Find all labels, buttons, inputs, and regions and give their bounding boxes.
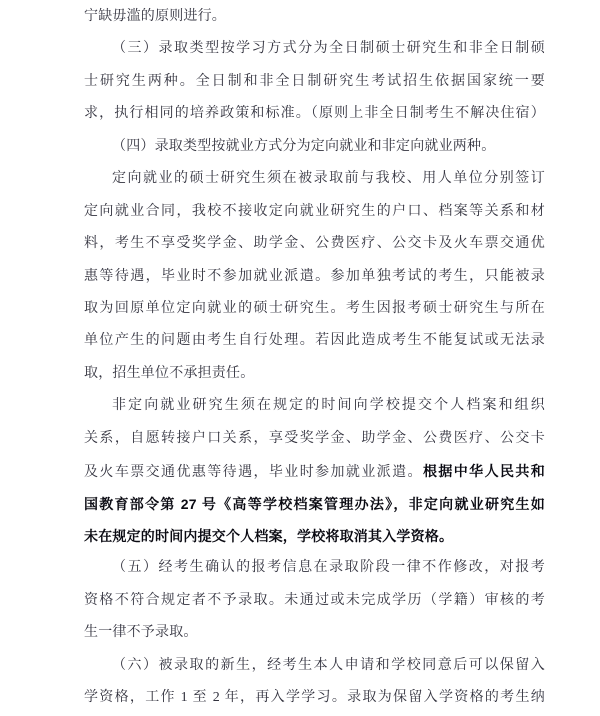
text-run: 单位产生的问题由考生自行处理。若因此造成考生不能复试或无法录 (84, 333, 545, 349)
text-line (84, 423, 545, 455)
text-line (84, 98, 545, 130)
text-line (84, 325, 545, 357)
text-line (84, 261, 545, 293)
text-run: 及火车票交通优惠等待遇，毕业时参加就业派遣。 (84, 465, 423, 481)
text-run: 生一律不予录取。 (84, 625, 198, 641)
text-line (84, 455, 545, 487)
bold-text-run: 国教育部令第 27 号《高等学校档案管理办法》，非定向就业研究生如 (84, 495, 545, 512)
text-line (84, 650, 545, 682)
text-run: （三）录取类型按学习方式分为全日制硕士研究生和非全日制硕 (112, 41, 545, 57)
text-run: （五）经考生确认的报考信息在录取阶段一律不作修改，对报考 (112, 560, 545, 576)
text-line (84, 585, 545, 617)
text-line (84, 66, 545, 98)
document-body (84, 1, 545, 715)
text-line (84, 390, 545, 422)
bold-text-run: 根据中华人民共和 (422, 463, 545, 480)
text-line (84, 131, 545, 163)
text-line (84, 488, 545, 520)
text-run: 取为回原单位定向就业的硕士研究生。考生因报考硕士研究生与所在 (84, 300, 545, 316)
text-run: 学资格，工作 1 至 2 年，再入学学习。录取为保留入学资格的考生纳 (84, 690, 545, 706)
text-run: 宁缺毋滥的原则进行。 (84, 9, 226, 24)
text-run: 非定向就业研究生须在规定的时间向学校提交个人档案和组织 (112, 398, 545, 414)
text-run: 惠等待遇，毕业时不参加就业派遣。参加单独考试的考生，只能被录 (84, 268, 545, 284)
text-line (84, 682, 545, 714)
text-run: 定向就业合同，我校不接收定向就业研究生的户口、档案等关系和材 (84, 203, 545, 219)
text-line (84, 33, 545, 65)
text-run: 料，考生不享受奖学金、助学金、公费医疗、公交卡及火车票交通优 (84, 236, 545, 252)
text-line (84, 1, 545, 33)
text-run: （四）录取类型按就业方式分为定向就业和非定向就业两种。 (112, 138, 496, 154)
text-line (84, 358, 545, 390)
bold-text-run: 未在规定的时间内提交个人档案，学校将取消其入学资格。 (84, 528, 454, 544)
text-run: 取，招生单位不承担责任。 (84, 365, 255, 381)
text-run: 资格不符合规定者不予录取。未通过或未完成学历（学籍）审核的考 (84, 592, 545, 608)
text-line (84, 617, 545, 649)
text-run: 定向就业的硕士研究生须在被录取前与我校、用人单位分别签订 (112, 171, 545, 187)
text-line (84, 293, 545, 325)
text-run: （六）被录取的新生，经考生本人申请和学校同意后可以保留入 (112, 657, 545, 673)
text-line (84, 163, 545, 195)
text-run: 求，执行相同的培养政策和标准。（原则上非全日制考生不解决住宿） (84, 106, 545, 122)
text-line (84, 196, 545, 228)
text-run: 关系，自愿转接户口关系，享受奖学金、助学金、公费医疗、公交卡 (84, 430, 545, 446)
text-line (84, 552, 545, 584)
text-run: 士研究生两种。全日制和非全日制研究生考试招生依据国家统一要 (84, 73, 545, 89)
text-line (84, 228, 545, 260)
text-line (84, 520, 545, 552)
